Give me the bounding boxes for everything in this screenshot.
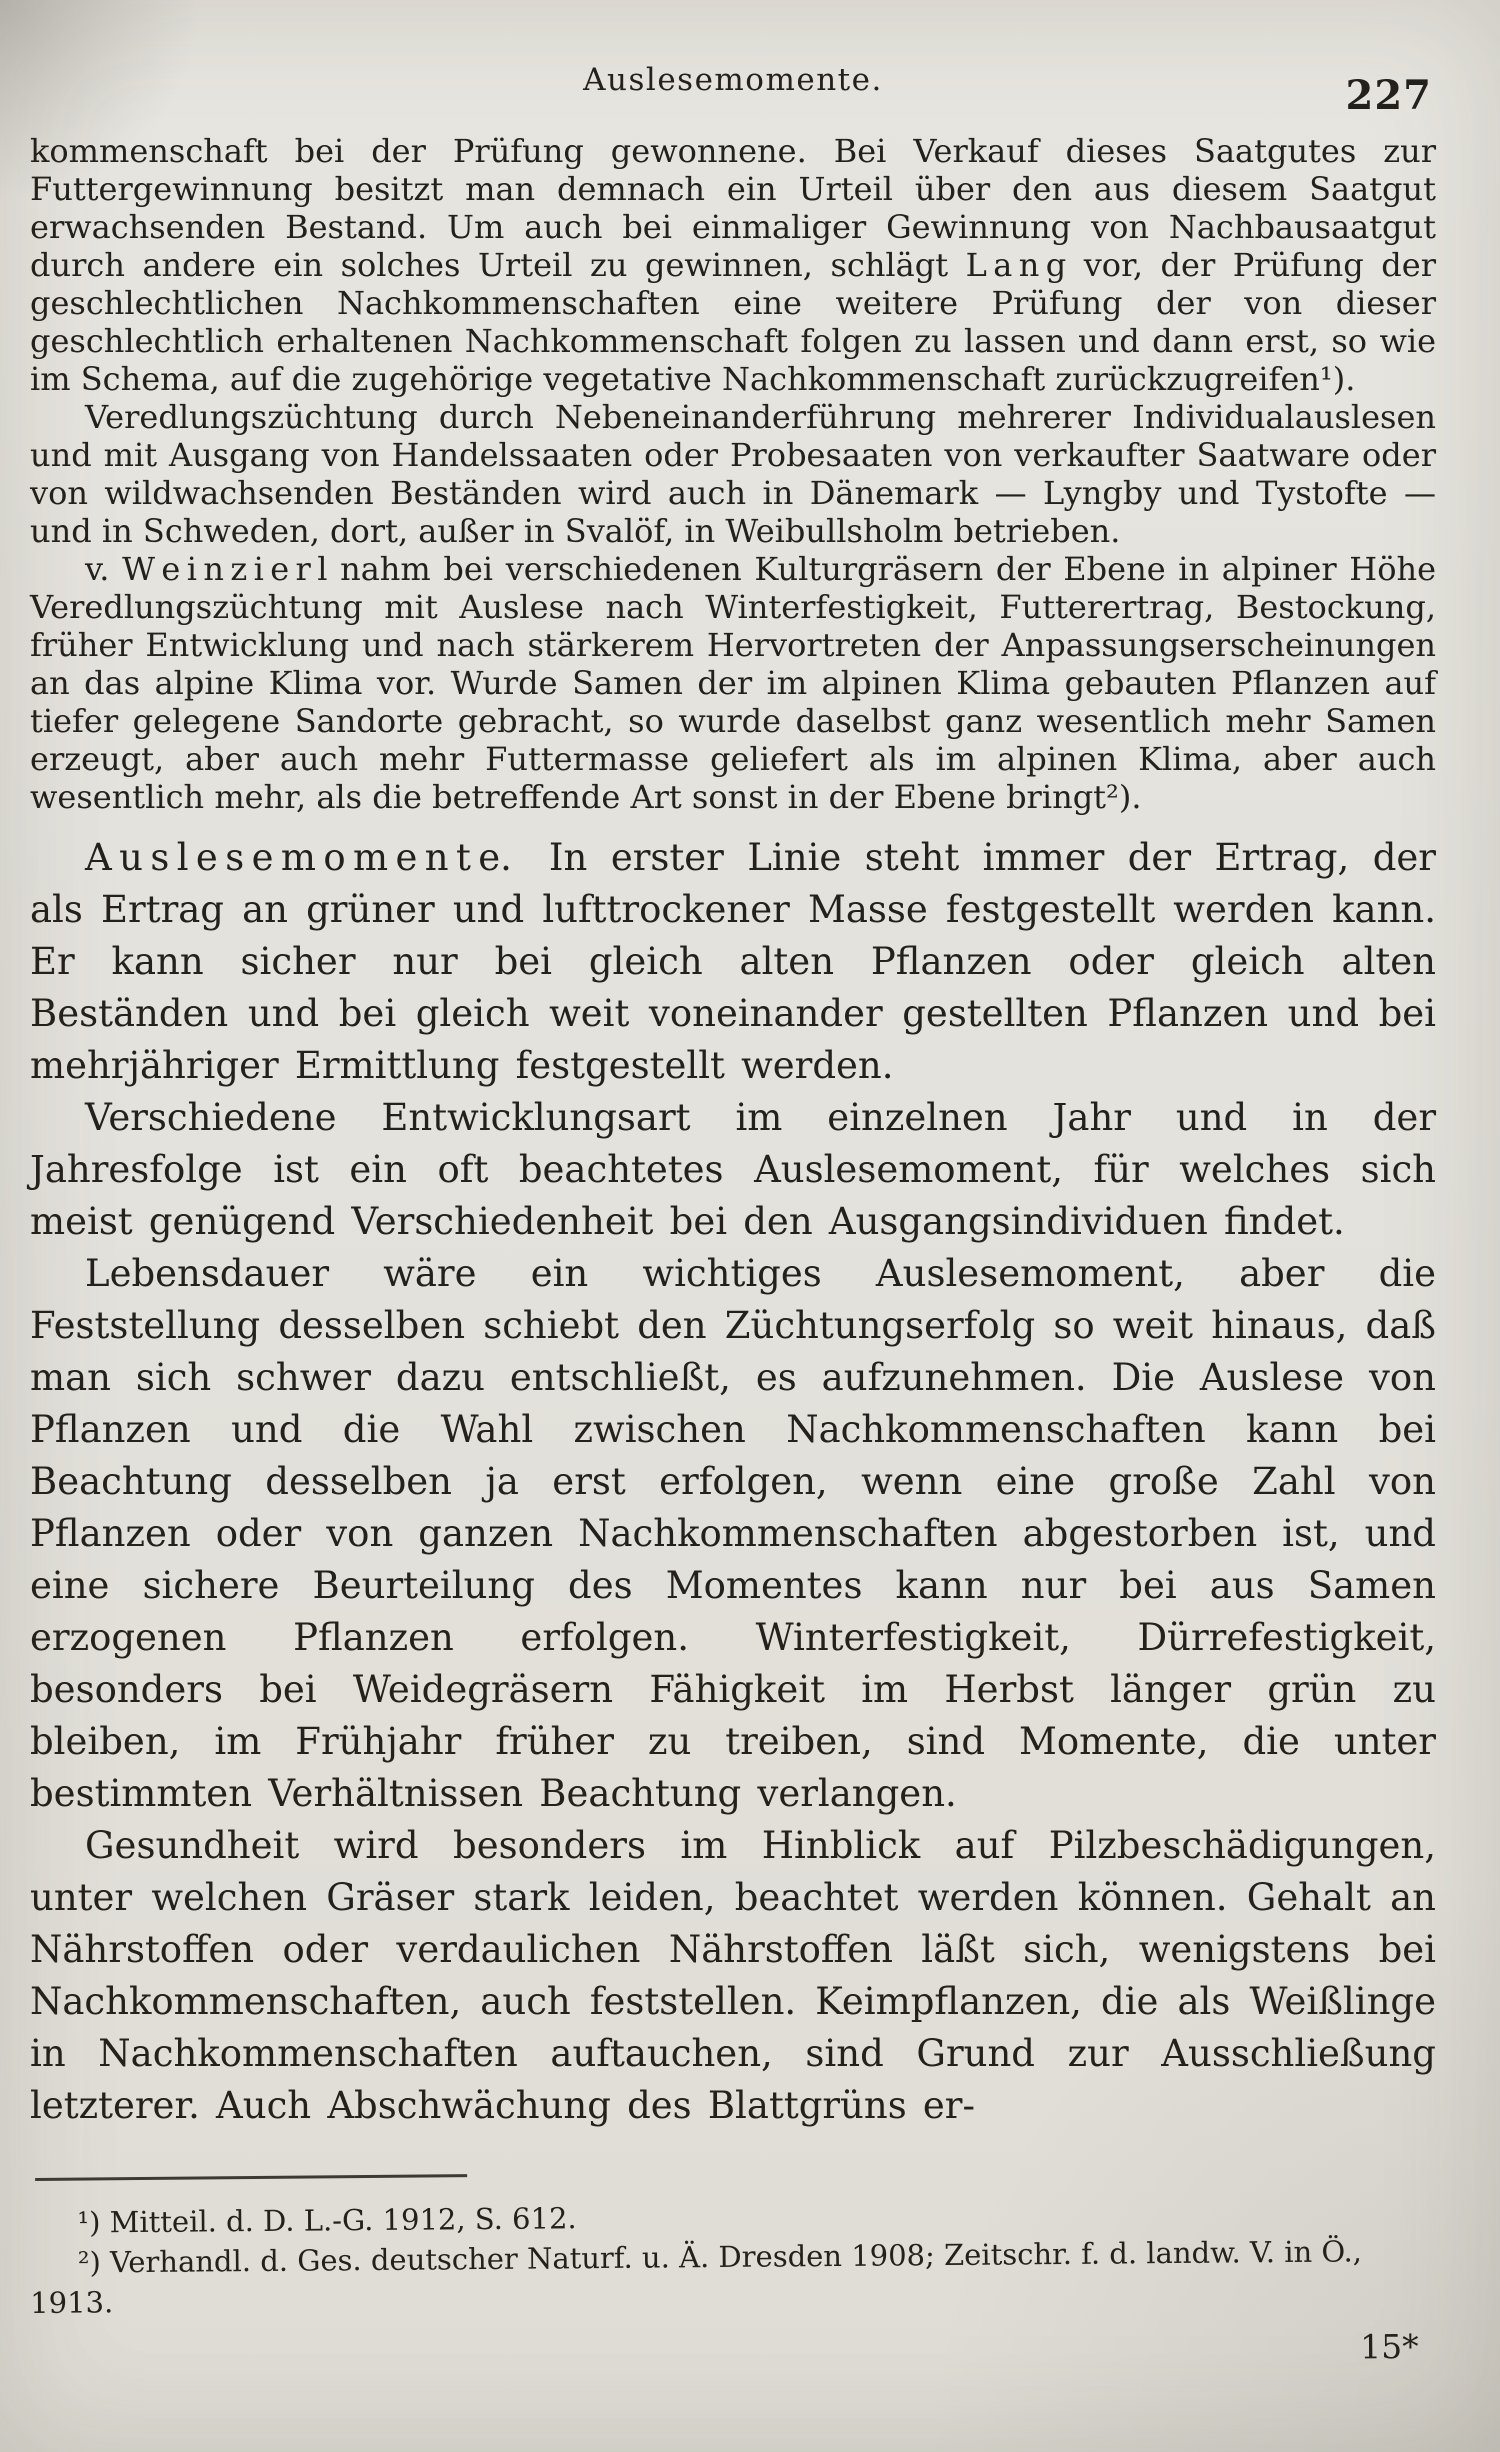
page-header: [30, 54, 1436, 132]
signature-mark: 15*: [1359, 2326, 1419, 2367]
page-number: 227: [1345, 72, 1432, 119]
paragraph: Gesundheit wird besonders im Hinblick auf Pilzbeschädigungen, unter welchen Gräser stark leiden, beachtet werden können. Gehalt an Nährstoffen oder verdaulichen Nährstoffen läßt sich, wenigstens bei Nachkommenschaften, auch feststellen. Keimpflanzen, die als Weißlinge in Nachkommenschaften auftauchen, sind Grund zur Ausschließung letzterer. Auch Abschwächung des Blattgrüns er-: [30, 1824, 1436, 2127]
footnote-divider: [35, 2174, 467, 2181]
footnote-1: ¹) Mitteil. d. D. L.-G. 1912, S. 612.: [77, 2201, 577, 2240]
footnote-2: ²) Verhandl. d. Ges. deutscher Naturf. u. Ä. Dresden 1908; Zeitschr. f. d. landw. V. in Ö., 1913.: [30, 2234, 1363, 2320]
running-head-title: Auslesemomente.: [583, 62, 883, 98]
paragraph: Veredlungszüchtung durch Nebeneinanderführung mehrerer Individualauslesen und mit Ausgang von Handelssaaten oder Probesaaten von verkaufter Saatware oder von wildwachsenden Beständen wird auch in Dänemark — Lyngby und Tystofte — und in Schweden, dort, außer in Svalöf, in Weibullsholm betrieben.: [30, 398, 1436, 550]
paragraph-continuation: kommenschaft bei der Prüfung gewonnene. Bei Verkauf dieses Saatgutes zur Futtergewinnung besitzt man demnach ein Urteil über den aus diesem Saatgut erwachsenden Bestand. Um auch bei einmaliger Gewinnung von Nachbausaatgut durch andere ein solches Urteil zu gewinnen, schlägt L a n g vor, der Prüfung der geschlechtlichen Nachkommenschaften eine weitere Prüfung der von dieser geschlechtlich erhaltenen Nachkommenschaft folgen zu lassen und dann erst, so wie im Schema, auf die zugehörige vegetative Nachkommenschaft zurückzugreifen¹).: [30, 132, 1436, 398]
paragraph: v. W e i n z i e r l nahm bei verschiedenen Kulturgräsern der Ebene in alpiner Höhe Veredlungszüchtung mit Auslese nach Winterfestigkeit, Futterertrag, Bestockung, früher Entwicklung und nach stärkerem Hervortreten der Anpassungserscheinungen an das alpine Klima vor. Wurde Samen der im alpinen Klima gebauten Pflanzen auf tiefer gelegene Sandorte gebracht, so wurde daselbst ganz wesentlich mehr Samen erzeugt, aber auch mehr Futtermasse geliefert als im alpinen Klima, aber auch wesentlich mehr, als die betreffende Art sonst in der Ebene bringt²).: [30, 550, 1436, 816]
body-text: [30, 132, 1436, 2132]
page-content: [30, 54, 1436, 2378]
paragraph: Lebensdauer wäre ein wichtiges Auslesemoment, aber die Feststellung desselben schiebt den Züchtungserfolg so weit hinaus, daß man sich schwer dazu entschließt, es aufzunehmen. Die Auslese von Pflanzen und die Wahl zwischen Nachkommenschaften kann bei Beachtung desselben ja erst erfolgen, wenn eine große Zahl von Pflanzen oder von ganzen Nachkommenschaften abgestorben ist, und eine sichere Beurteilung des Momentes kann nur bei aus Samen erzogenen Pflanzen erfolgen. Winterfestigkeit, Dürrefestigkeit, besonders bei Weidegräsern Fähigkeit im Herbst länger grün zu bleiben, im Frühjahr früher zu treiben, sind Momente, die unter bestimmten Verhältnissen Beachtung verlangen.: [30, 1252, 1436, 1815]
footnote-section: [29, 2166, 1437, 2378]
paragraph: A u s l e s e m o m e n t e. In erster Linie steht immer der Ertrag, der als Ertrag an grüner und lufttrockener Masse festgestellt werden kann. Er kann sicher nur bei gleich alten Pflanzen oder gleich alten Beständen und bei gleich weit voneinander gestellten Pflanzen und bei mehrjähriger Ermittlung festgestellt werden.: [30, 836, 1436, 1087]
paragraph: Verschiedene Entwicklungsart im einzelnen Jahr und in der Jahresfolge ist ein oft beachtetes Auslesemoment, für welches sich meist genügend Verschiedenheit bei den Ausgangsindividuen findet.: [30, 1096, 1436, 1243]
